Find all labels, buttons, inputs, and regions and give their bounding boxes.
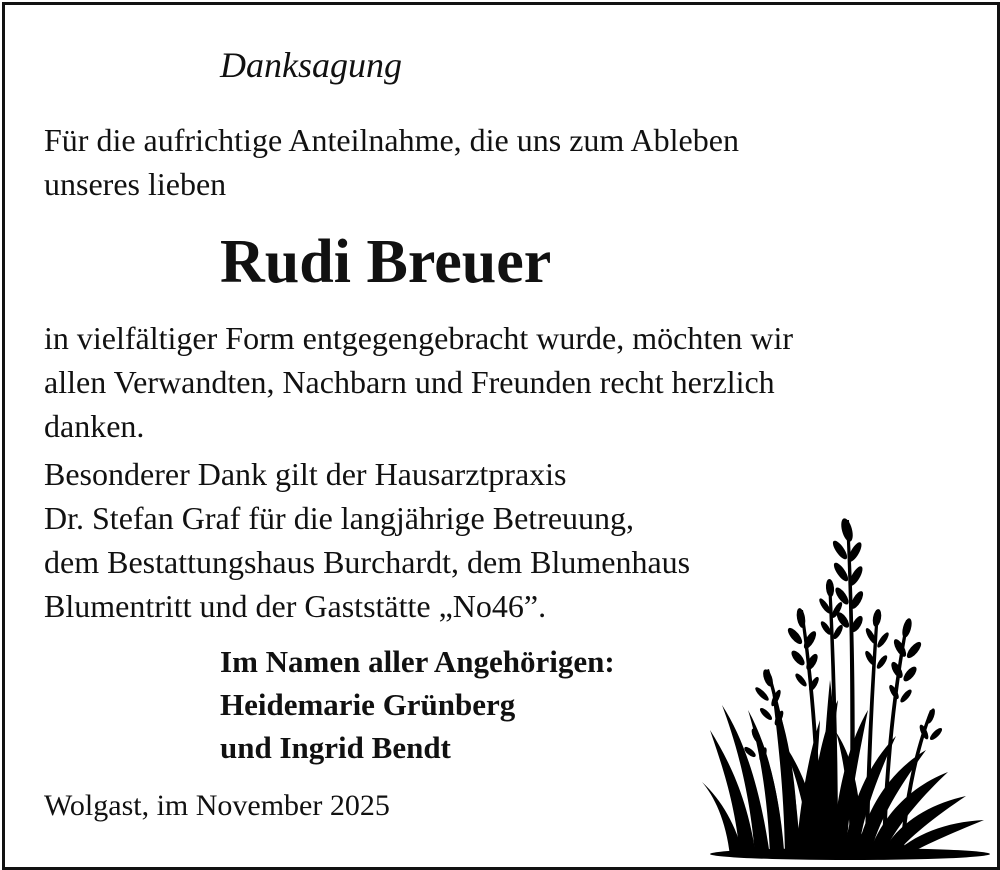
deceased-name: Rudi Breuer: [220, 228, 552, 296]
body-line: in vielfältiger Form entgegengebracht wurde, möchten wir: [44, 320, 794, 356]
special-thanks-line: Dr. Stefan Graf für die langjährige Betreuung,: [44, 500, 635, 536]
body-line: danken.: [44, 408, 145, 444]
special-thanks-line: dem Bestattungshaus Burchardt, dem Blumenhaus: [44, 544, 691, 580]
special-thanks-paragraph: [44, 452, 690, 628]
intro-paragraph: [44, 118, 739, 206]
notice-heading: Danksagung: [220, 45, 402, 85]
intro-line: unseres lieben: [44, 166, 227, 202]
body-paragraph: [44, 316, 793, 448]
signature-line: Im Namen aller Angehörigen:: [220, 644, 615, 679]
special-thanks-line: Besonderer Dank gilt der Hausarztpraxis: [44, 456, 567, 492]
signature-line: und Ingrid Bendt: [220, 730, 451, 765]
signature-block: [220, 640, 615, 769]
intro-line: Für die aufrichtige Anteilnahme, die uns zum Ableben: [44, 122, 739, 158]
special-thanks-line: Blumentritt und der Gaststätte „No46”.: [44, 588, 547, 624]
body-line: allen Verwandten, Nachbarn und Freunden recht herzlich: [44, 364, 775, 400]
signature-line: Heidemarie Grünberg: [220, 687, 516, 722]
grass-silhouette-icon: [700, 500, 990, 862]
place-date: Wolgast, im November 2025: [44, 789, 390, 822]
